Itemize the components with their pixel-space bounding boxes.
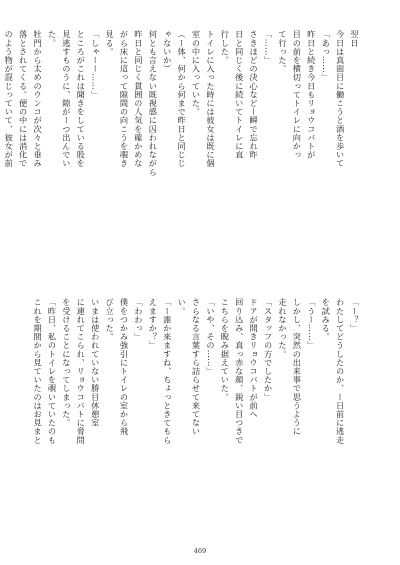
- text-line: 「わわっ」: [133, 298, 144, 341]
- top-text-column: [0, 30, 362, 276]
- text-line: 昨日と同じく貫囲の人気を確かめな: [133, 30, 144, 168]
- text-line: び立った。: [105, 298, 116, 341]
- text-line: （ー体、何から何まで昨日と同じじ: [177, 30, 188, 168]
- text-line: い。: [177, 298, 188, 316]
- text-line: ドアが開きリョウコバトが前へ: [249, 298, 260, 419]
- text-line: 「うー……」: [306, 298, 317, 350]
- text-line: 「……」: [263, 30, 274, 65]
- text-line: トイレに入った時には彼女は既に個: [205, 30, 216, 168]
- text-line: 日と同じく後に続いてトイレに直: [234, 30, 245, 159]
- text-line: 「いや、その……」: [205, 298, 216, 376]
- text-line: を受けることになってしまった。: [61, 298, 72, 427]
- text-line: に連れてこられ、リョウコバトに脅問: [76, 298, 87, 445]
- text-line: ところがこれは聞きをしている股を: [76, 30, 87, 168]
- text-line: のよう物が混じっていて、彼女が前: [4, 30, 15, 168]
- text-line: て行った。: [277, 30, 288, 73]
- text-line: 落とされてくる。便の中には消化で: [18, 30, 29, 168]
- text-line: 走れなかった。: [277, 298, 288, 359]
- text-line: 今日は真面目に働こうと酒を歩いて: [335, 30, 346, 168]
- text-line: を試みる。: [321, 298, 332, 341]
- text-line: これを期間から見ていたのはお見まと: [33, 298, 44, 445]
- text-line: 見逃すものうに、隙がーつ出んでい: [61, 30, 72, 168]
- text-line: 昨日と続き今日もリョウコバトが: [306, 30, 317, 159]
- text-line: 見る。: [105, 30, 116, 56]
- text-line: 「しゃーー……」: [90, 30, 101, 99]
- text-line: [0, 30, 2, 276]
- text-line: こちらを睨み据えていた。: [220, 298, 231, 402]
- text-line: ゃないか）: [162, 30, 173, 73]
- text-line: 「ー？」: [350, 298, 360, 333]
- text-line: 「昨日、私のトイレを覗いていたのも: [47, 298, 58, 445]
- text-line: た。: [47, 30, 58, 48]
- text-line: 室の中に入っていた。: [191, 30, 202, 116]
- bottom-text-column: [31, 298, 362, 534]
- text-line: えますか？」: [148, 298, 159, 350]
- text-line: 何とも言えない既視感に囚われながら: [148, 30, 159, 177]
- text-line: 翌日: [350, 30, 360, 48]
- text-line: わたしてどうしたのか、ー日前に逃走: [335, 298, 346, 445]
- text-line: いまは使われていない勝目休憩室: [90, 298, 101, 427]
- text-line: 牡門から太めのウンコが次々と垂み: [33, 30, 44, 168]
- text-line: さらなる言葉すら詰らせて来てない: [191, 298, 202, 436]
- text-line: しかし、突然の出来事で思うように: [292, 298, 303, 436]
- text-line: 目の前を横切ってトイレに向かっ: [292, 30, 303, 159]
- text-line: がら床に這って隙間の向こうを覗き: [119, 30, 130, 168]
- text-line: 「ー誰か来ますね、ちょっときてもら: [162, 298, 173, 445]
- text-line: 「あっ……」: [321, 30, 332, 82]
- text-line: 回り込み、真っ赤な顔、鋭い目つきで: [234, 298, 245, 445]
- page-number: 469: [193, 547, 207, 555]
- text-line: 「スタッフの方でしたか」: [263, 298, 274, 402]
- text-line: さきほどの決心などー瞬で忘れ昨: [249, 30, 260, 159]
- text-line: 行した。: [220, 30, 231, 65]
- text-line: 僕をつかみ強引にトイレの室から飛: [119, 298, 130, 436]
